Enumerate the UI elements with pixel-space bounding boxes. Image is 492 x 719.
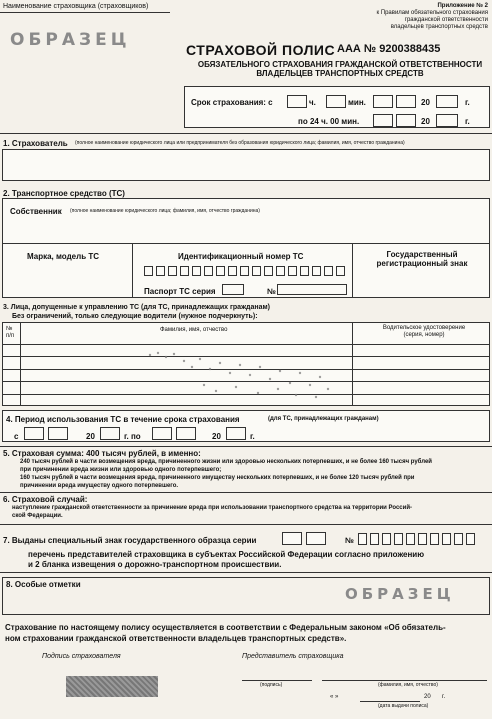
sample-dotted-watermark xyxy=(140,345,340,405)
section-divider xyxy=(0,446,492,447)
name-line xyxy=(322,680,487,681)
insurer-name-label: Наименование страховщика (страховщиков) xyxy=(3,3,149,10)
vin-char-cell[interactable] xyxy=(312,266,321,276)
vin-char-cell[interactable] xyxy=(216,266,225,276)
section-divider xyxy=(0,524,492,525)
policy-title: СТРАХОВОЙ ПОЛИС xyxy=(186,42,336,58)
vin-char-cell[interactable] xyxy=(324,266,333,276)
col-number-header: № п/п xyxy=(6,326,15,339)
section-1-note: (полное наименование юридического лица или предпринимателя без образования юридического лица; фамилия, имя, отчество гражданина) xyxy=(75,140,405,146)
section-7-text-2: перечень представителей страховщика в субъектах Российской Федерации согласно приложению xyxy=(28,550,425,559)
period-to-day-field[interactable] xyxy=(152,427,172,440)
sign-number-cell[interactable] xyxy=(406,533,415,545)
vin-char-cell[interactable] xyxy=(156,266,165,276)
section-3-subtitle: Без ограничений, только следующие водители (нужное подчеркнуть): xyxy=(12,313,258,320)
policy-subtitle: ОБЯЗАТЕЛЬНОГО СТРАХОВАНИЯ ГРАЖДАНСКОЙ ОТВЕТСТВЕННОСТИ ВЛАДЕЛЬЦЕВ ТРАНСПОРТНЫХ СРЕДСТВ xyxy=(197,60,483,78)
term-from-day-field[interactable] xyxy=(373,95,393,108)
period-to-year-prefix: 20 xyxy=(212,432,221,441)
vehicle-col-divider xyxy=(352,243,353,298)
vin-char-cell[interactable] xyxy=(180,266,189,276)
sign-number-cell[interactable] xyxy=(442,533,451,545)
period-to-month-field[interactable] xyxy=(176,427,196,440)
section-3-title: 3. Лица, допущенные к управлению ТС (для ТС, принадлежащих гражданам) xyxy=(3,304,271,311)
col-fullname-header: Фамилия, имя, отчество xyxy=(160,327,228,333)
section-8-title: 8. Особые отметки xyxy=(6,580,81,589)
sign-number-sign: № xyxy=(345,536,354,545)
vin-label: Идентификационный номер ТС xyxy=(178,252,304,261)
sample-stamp-bottom: ОБРАЗЕЦ xyxy=(345,585,455,603)
period-from-year-prefix: 20 xyxy=(86,432,95,441)
term-to-day-field[interactable] xyxy=(373,114,393,127)
sign-number-cell[interactable] xyxy=(418,533,427,545)
term-hours-unit: ч. xyxy=(309,98,316,107)
hologram-strip xyxy=(66,676,158,697)
section-4-note: (для ТС, принадлежащих гражданам) xyxy=(268,416,379,422)
vehicle-col-divider xyxy=(132,243,133,298)
term-year-prefix: 20 xyxy=(421,98,430,107)
appendix-note: Приложение № 2 к Правилам обязательного страхования гражданской ответственности владельцев транспортных средств xyxy=(376,3,488,30)
sign-number-cell[interactable] xyxy=(370,533,379,545)
name-caption: (фамилия, имя, отчество) xyxy=(378,682,438,688)
period-from-year-field[interactable] xyxy=(100,427,120,440)
term-to-year-prefix: 20 xyxy=(421,117,430,126)
make-model-label: Марка, модель ТС xyxy=(27,252,100,261)
period-from-day-field[interactable] xyxy=(24,427,44,440)
sample-stamp: ОБРАЗЕЦ xyxy=(10,30,131,50)
term-minutes-unit: мин. xyxy=(348,98,366,107)
section-6-title: 6. Страховой случай: xyxy=(3,495,88,504)
vin-char-cell[interactable] xyxy=(336,266,345,276)
owner-label: Собственник xyxy=(10,207,62,216)
signature-caption: (подпись) xyxy=(260,682,283,688)
vin-char-cell[interactable] xyxy=(252,266,261,276)
sign-number-cell[interactable] xyxy=(358,533,367,545)
passport-number-field[interactable] xyxy=(277,284,347,295)
period-to-year-field[interactable] xyxy=(226,427,246,440)
section-7-text-1: 7. Выданы специальный знак государственного образца серии xyxy=(3,536,257,545)
sign-series-field-1[interactable] xyxy=(282,532,302,545)
insurant-signature-label: Подпись страхователя xyxy=(42,653,121,660)
term-to-year-field[interactable] xyxy=(436,114,458,127)
section-1-title: 1. Страхователь xyxy=(3,139,68,148)
section-divider xyxy=(0,572,492,573)
sign-number-cell[interactable] xyxy=(394,533,403,545)
sign-number-cell[interactable] xyxy=(430,533,439,545)
signature-line xyxy=(242,680,312,681)
insurant-name-field[interactable] xyxy=(2,149,490,181)
period-to-label: г. по xyxy=(124,432,141,441)
sign-number-cell[interactable] xyxy=(466,533,475,545)
issue-date-year-prefix: 20 xyxy=(424,694,431,700)
period-from-label: с xyxy=(14,432,19,441)
owner-note: (полное наименование юридического лица; фамилия, имя, отчество гражданина) xyxy=(70,208,260,214)
term-from-minutes-field[interactable] xyxy=(326,95,346,108)
policy-series-number: ААА № 9200388435 xyxy=(337,43,441,55)
vin-char-cell[interactable] xyxy=(144,266,153,276)
section-5-title: 5. Страховая сумма: 400 тысяч рублей, в именно: xyxy=(3,449,201,458)
vin-char-cell[interactable] xyxy=(168,266,177,276)
vin-char-cell[interactable] xyxy=(228,266,237,276)
term-from-hours-field[interactable] xyxy=(287,95,307,108)
section-7-text-3: и 2 бланка извещения о дорожно-транспортном происшествии. xyxy=(28,560,282,569)
term-from-label: Срок страхования: с xyxy=(191,98,273,107)
term-to-year-unit: г. xyxy=(465,117,470,126)
issue-date-year-unit: г. xyxy=(442,694,446,700)
sign-number-cell[interactable] xyxy=(454,533,463,545)
sign-series-field-2[interactable] xyxy=(306,532,326,545)
vin-char-cell[interactable] xyxy=(240,266,249,276)
section-4-title: 4. Период использования ТС в течение срока страхования xyxy=(6,415,240,424)
insurer-representative-label: Представитель страховщика xyxy=(242,653,344,660)
term-from-month-field[interactable] xyxy=(396,95,416,108)
term-from-year-field[interactable] xyxy=(436,95,458,108)
insured-event-text: наступление гражданской ответственности за причинение вреда при использовании транспортного средства на территории Россий- ской Федерации. xyxy=(12,505,413,519)
period-from-month-field[interactable] xyxy=(48,427,68,440)
col-license-header: Водительское удостоверение (серия, номер) xyxy=(382,325,466,338)
passport-label: Паспорт ТС серия xyxy=(144,287,216,296)
vin-char-cell[interactable] xyxy=(264,266,273,276)
period-to-year-unit: г. xyxy=(250,432,255,441)
passport-number-sign: № xyxy=(267,287,276,296)
term-to-label: по 24 ч. 00 мин. xyxy=(298,117,360,126)
term-to-month-field[interactable] xyxy=(396,114,416,127)
section-divider xyxy=(0,133,492,134)
vehicle-row-divider xyxy=(2,243,490,244)
section-divider xyxy=(0,492,492,493)
vin-char-cell[interactable] xyxy=(276,266,285,276)
issue-date-month-line xyxy=(360,701,420,702)
sum-insured-details: 240 тысяч рублей в части возмещения вреда, причиненного жизни или здоровью нескольких потерпевших, и не более 160 тысяч рублей при причинении вреда жизни или здоровью одного потерпевшего; 160 тысяч рублей в части возмещения вреда, причиненного имуществу нескольких потерпевших, и не более 120 тысяч рублей при причинении вреда имуществу одного потерпевшего. xyxy=(20,459,432,489)
insurer-name-line xyxy=(0,12,170,13)
plate-label: Государственный регистрационный знак xyxy=(376,250,468,268)
vin-char-cell[interactable] xyxy=(288,266,297,276)
vin-char-cell[interactable] xyxy=(204,266,213,276)
sign-number-cell[interactable] xyxy=(382,533,391,545)
term-year-unit: г. xyxy=(465,98,470,107)
section-2-title: 2. Транспортное средство (ТС) xyxy=(3,189,125,198)
vin-char-cell[interactable] xyxy=(300,266,309,276)
issue-date-caption: (дата выдачи полиса) xyxy=(378,703,429,709)
issue-date-day-mark: « » xyxy=(330,694,339,700)
vin-char-cell[interactable] xyxy=(192,266,201,276)
passport-series-field[interactable] xyxy=(222,284,244,295)
legal-statement: Страхование по настоящему полису осуществляется в соответствии с Федеральным законом «Об обязатель- ном страховании гражданской ответственности владельцев транспортных средств». xyxy=(5,623,446,643)
